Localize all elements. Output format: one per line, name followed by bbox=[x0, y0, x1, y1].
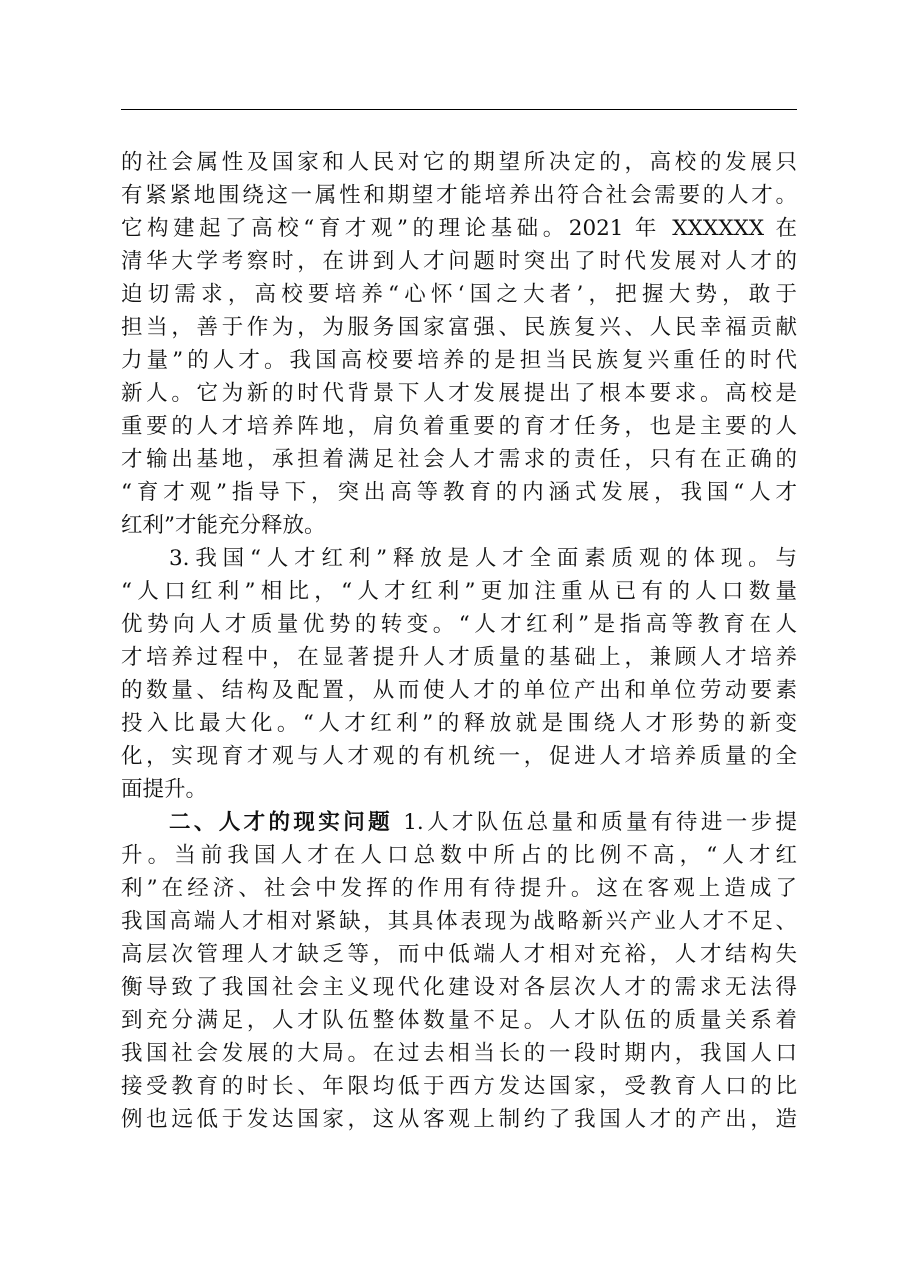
text-line: 衡导致了我国社会主义现代化建设对各层次人才的需求无法得 bbox=[121, 975, 797, 1000]
text-line: 到充分满足，人才队伍整体数量不足。人才队伍的质量关系着 bbox=[121, 1008, 797, 1033]
section-heading: 二、人才的现实问题 bbox=[169, 810, 393, 835]
text-line: 清华大学考察时，在讲到人才问题时突出了时代发展对人才的 bbox=[121, 249, 797, 274]
text-line: 它构建起了高校“育才观”的理论基础。2021 年 XXXXXX 在 bbox=[121, 216, 797, 241]
paragraph-2 bbox=[121, 542, 797, 806]
text-line: 担当，善于作为，为服务国家富强、民族复兴、人民幸福贡献 bbox=[121, 315, 797, 340]
text-line: 的社会属性及国家和人民对它的期望所决定的，高校的发展只 bbox=[121, 150, 797, 175]
text-line: 红利”才能充分释放。 bbox=[121, 513, 326, 538]
text-line: “育才观”指导下，突出高等教育的内涵式发展，我国“人才 bbox=[121, 480, 797, 505]
body-text bbox=[121, 146, 797, 1136]
text-line: 重要的人才培养阵地，肩负着重要的育才任务，也是主要的人 bbox=[121, 414, 797, 439]
text-line: 投入比最大化。“人才红利”的释放就是围绕人才形势的新变 bbox=[121, 711, 797, 736]
text-line: 化，实现育才观与人才观的有机统一，促进人才培养质量的全 bbox=[121, 744, 797, 769]
text-line: 迫切需求，高校要培养“心怀‘国之大者’，把握大势，敢于 bbox=[121, 282, 797, 307]
text-line: 的数量、结构及配置，从而使人才的单位产出和单位劳动要素 bbox=[121, 678, 797, 703]
text-line: 面提升。 bbox=[121, 777, 208, 802]
text-line: 利”在经济、社会中发挥的作用有待提升。这在客观上造成了 bbox=[121, 876, 797, 901]
text-line: 升。当前我国人才在人口总数中所占的比例不高，“人才红 bbox=[121, 843, 797, 868]
text-line: “人口红利”相比，“人才红利”更加注重从已有的人口数量 bbox=[121, 579, 797, 604]
heading-line bbox=[121, 806, 797, 839]
paragraph-3 bbox=[121, 806, 797, 1136]
text-line: 我国高端人才相对紧缺，其具体表现为战略新兴产业人才不足、 bbox=[121, 909, 797, 934]
text-line: 新人。它为新的时代背景下人才发展提出了根本要求。高校是 bbox=[121, 381, 797, 406]
text-line: 3.我国“人才红利”释放是人才全面素质观的体现。与 bbox=[169, 546, 797, 571]
paragraph-1 bbox=[121, 146, 797, 542]
text-line: 才输出基地，承担着满足社会人才需求的责任，只有在正确的 bbox=[121, 447, 797, 472]
text-line: 力量”的人才。我国高校要培养的是担当民族复兴重任的时代 bbox=[121, 348, 797, 373]
text-line: 有紧紧地围绕这一属性和期望才能培养出符合社会需要的人才。 bbox=[121, 183, 797, 208]
text-line: 高层次管理人才缺乏等，而中低端人才相对充裕，人才结构失 bbox=[121, 942, 797, 967]
text-line: 例也远低于发达国家，这从客观上制约了我国人才的产出，造 bbox=[121, 1107, 797, 1132]
text-line: 接受教育的时长、年限均低于西方发达国家，受教育人口的比 bbox=[121, 1074, 797, 1099]
text-line: 才培养过程中，在显著提升人才质量的基础上，兼顾人才培养 bbox=[121, 645, 797, 670]
text-line: 优势向人才质量优势的转变。“人才红利”是指高等教育在人 bbox=[121, 612, 797, 637]
header-rule bbox=[121, 109, 797, 110]
heading-line-rest: 1.人才队伍总量和质量有待进一步提 bbox=[392, 810, 797, 835]
text-line: 我国社会发展的大局。在过去相当长的一段时期内，我国人口 bbox=[121, 1041, 797, 1066]
